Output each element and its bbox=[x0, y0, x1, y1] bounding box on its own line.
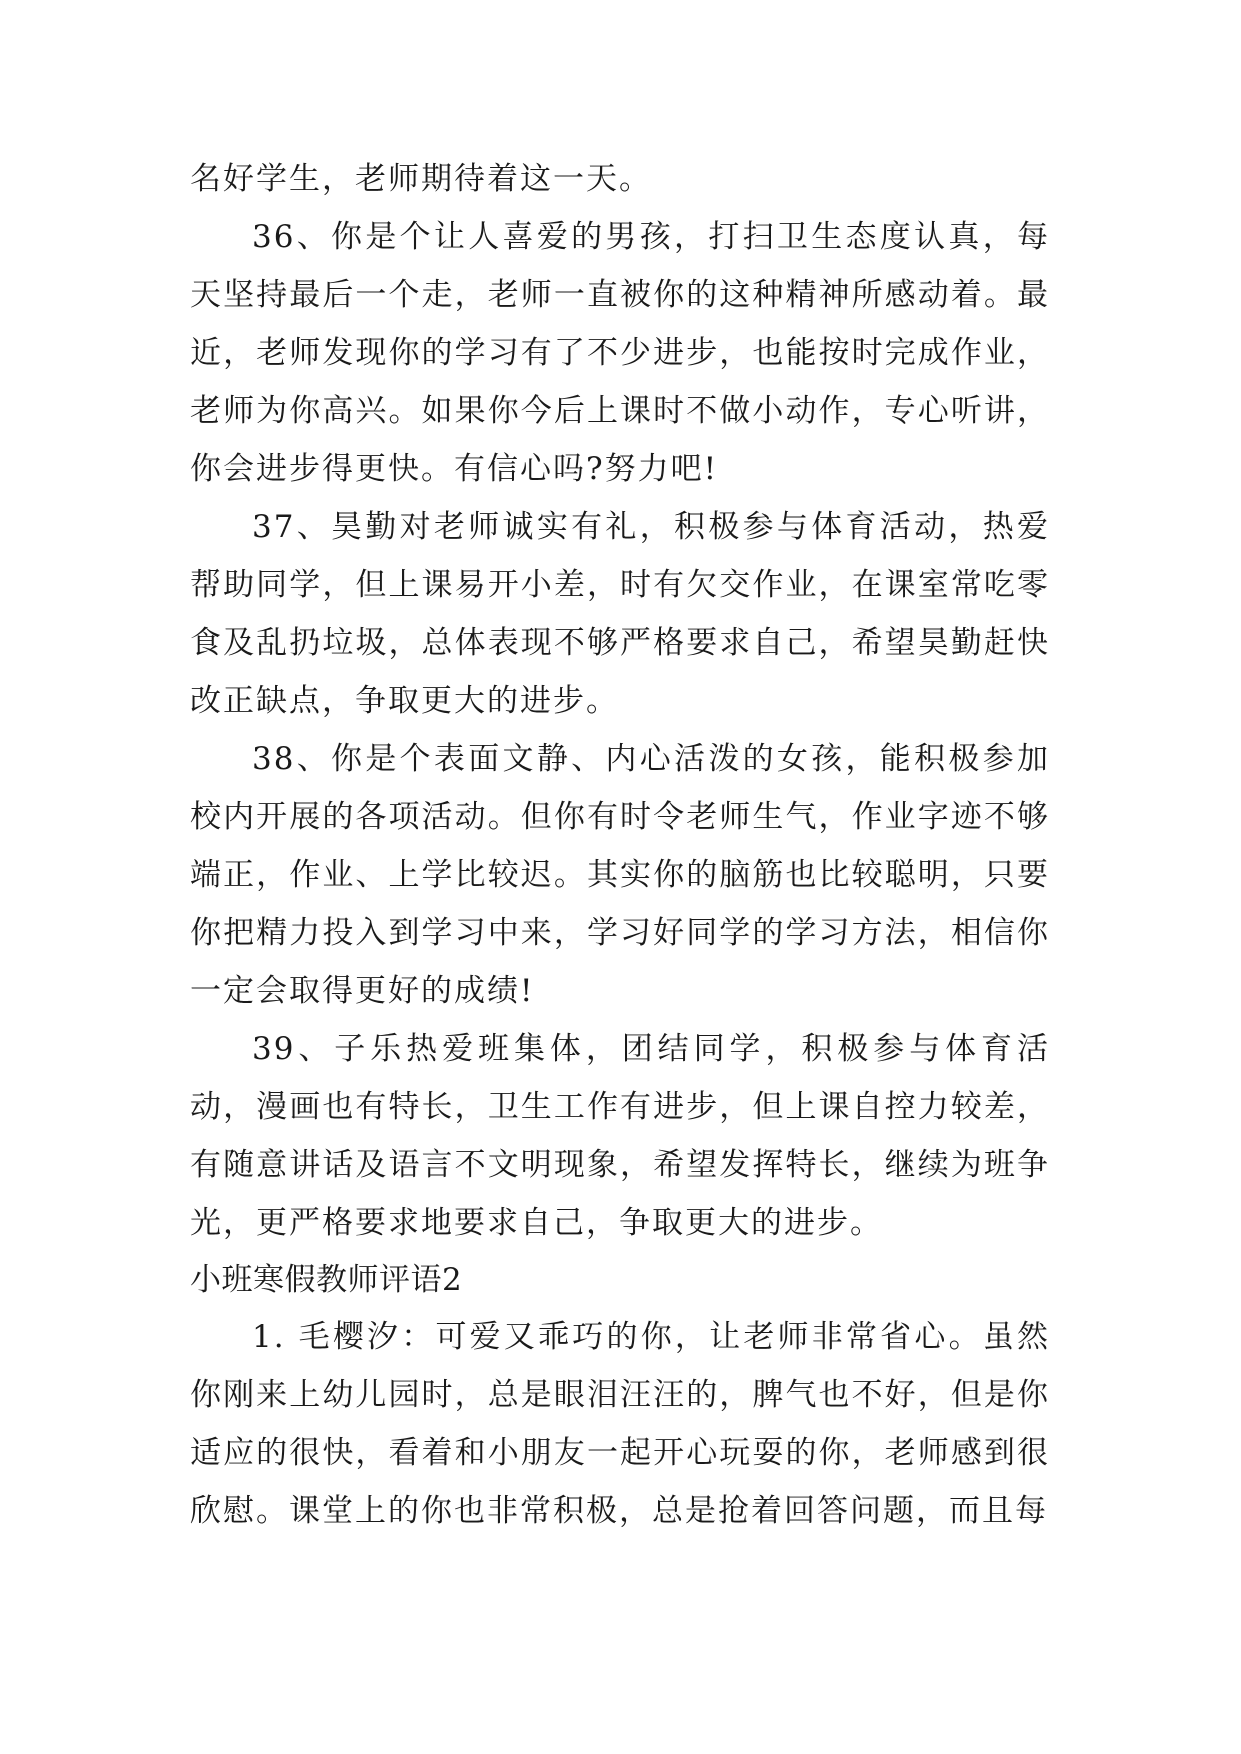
paragraph-comment-38: 38、你是个表面文静、内心活泼的女孩，能积极参加校内开展的各项活动。但你有时令老师生气，作业字迹不够端正，作业、上学比较迟。其实你的脑筋也比较聪明，只要你把精力投入到学习中来，学习好同学的学习方法，相信你一定会取得更好的成绩! bbox=[190, 741, 1050, 1009]
paragraph-continuation: 名好学生，老师期待着这一天。 bbox=[190, 161, 652, 197]
paragraph-comment-39: 39、子乐热爱班集体，团结同学，积极参与体育活动，漫画也有特长，卫生工作有进步，但上课自控力较差，有随意讲话及语言不文明现象，希望发挥特长，继续为班争光，更严格要求地要求自己，争取更大的进步。 bbox=[190, 1031, 1050, 1241]
section-heading: 小班寒假教师评语2 bbox=[190, 1262, 463, 1298]
paragraph-comment-1: 1. 毛樱汐：可爱又乖巧的你，让老师非常省心。虽然你刚来上幼儿园时，总是眼泪汪汪的，脾气也不好，但是你适应的很快，看着和小朋友一起开心玩耍的你，老师感到很欣慰。课堂上的你也非常积极，总是抢着回答问题，而且每 bbox=[190, 1319, 1050, 1529]
document-page bbox=[190, 150, 1050, 1540]
paragraph-comment-36: 36、你是个让人喜爱的男孩，打扫卫生态度认真，每天坚持最后一个走，老师一直被你的这种精神所感动着。最近，老师发现你的学习有了不少进步，也能按时完成作业，老师为你高兴。如果你今后上课时不做小动作，专心听讲，你会进步得更快。有信心吗?努力吧! bbox=[190, 219, 1050, 487]
paragraph-comment-37: 37、昊勤对老师诚实有礼，积极参与体育活动，热爱帮助同学，但上课易开小差，时有欠交作业，在课室常吃零食及乱扔垃圾，总体表现不够严格要求自己，希望昊勤赶快改正缺点，争取更大的进步。 bbox=[190, 509, 1050, 719]
